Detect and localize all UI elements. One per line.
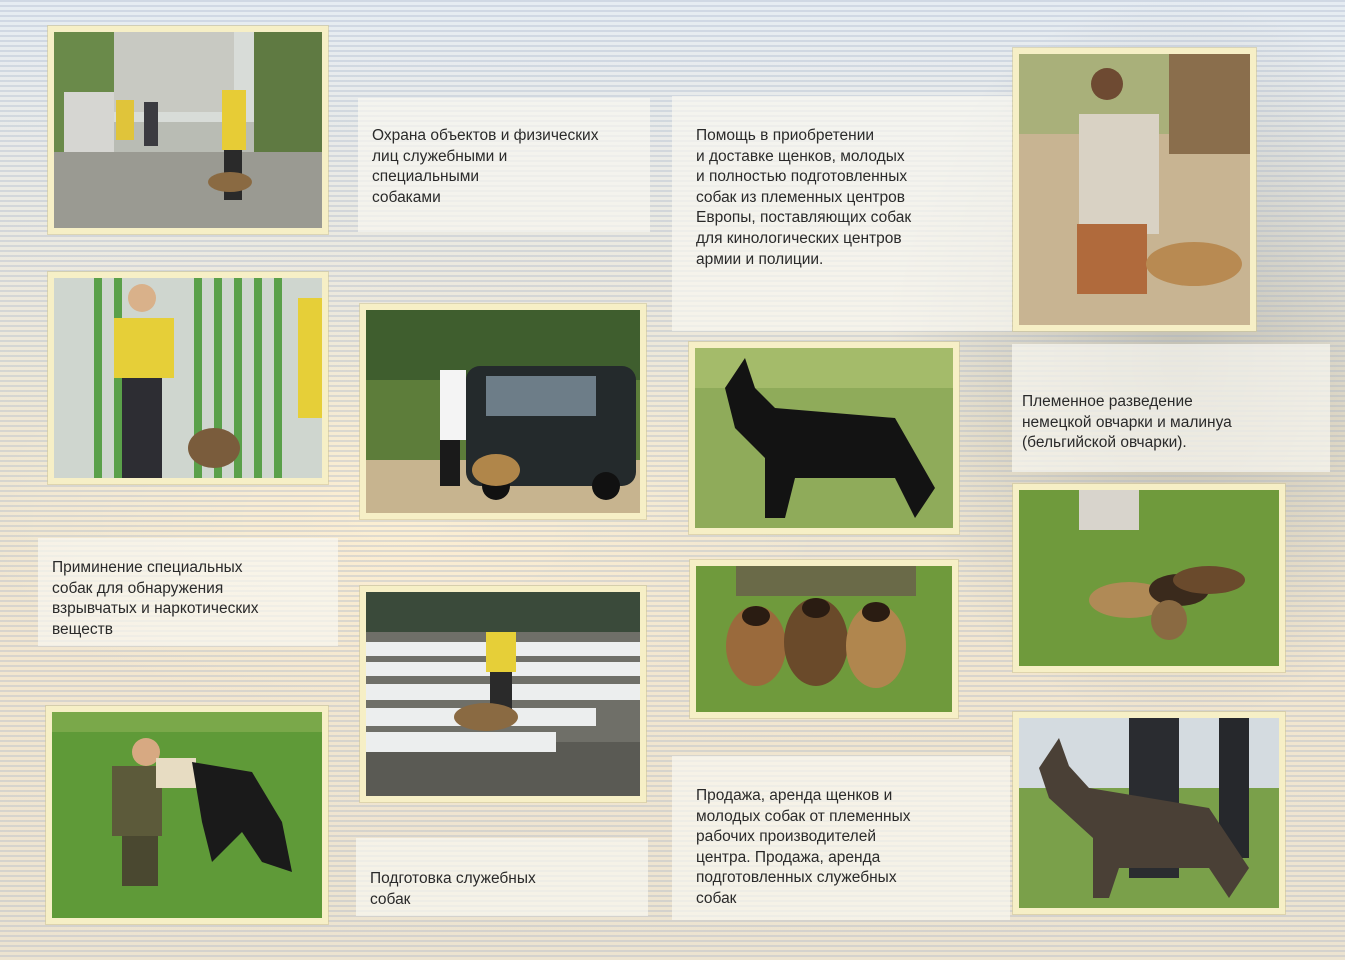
caption-security-text: Охрана объектов и физических лиц служебными и специальными собаками	[372, 127, 599, 206]
caption-training-text: Подготовка служебных собак	[370, 870, 536, 908]
photo-three-puppies	[690, 560, 958, 718]
caption-purchase	[672, 96, 1012, 331]
photo-guard-gate	[48, 272, 328, 484]
photo-bite-suit-training	[1013, 48, 1256, 331]
caption-purchase-text: Помощь в приобретении и доставке щенков, молодых и полностью подготовленных собак из племенных центров Европы, поставляющих собак для кинологических центров армии и полиции.	[696, 127, 912, 268]
photo-bite-sleeve-training	[46, 706, 328, 924]
caption-breeding	[1012, 344, 1330, 472]
photo-guards-building	[48, 26, 328, 234]
caption-training	[356, 838, 648, 916]
caption-sales-text: Продажа, аренда щенков и молодых собак от племенных рабочих производителей центра. Продажа, аренда подготовленных служебных собак	[696, 787, 911, 907]
photo-puppies-playing	[1013, 484, 1285, 672]
caption-detection	[38, 538, 338, 646]
caption-breeding-text: Племенное разведение немецкой овчарки и малинуа (бельгийской овчарки).	[1022, 393, 1232, 452]
caption-sales	[672, 756, 1010, 920]
caption-detection-text: Приминение специальных собак для обнаружения взрывчатых и наркотических веществ	[52, 559, 259, 638]
photo-shepherd-on-leash	[1013, 712, 1285, 914]
photo-dog-by-car	[360, 304, 646, 519]
caption-security	[358, 98, 650, 232]
photo-detection-chairs	[360, 586, 646, 802]
photo-black-shepherd	[689, 342, 959, 534]
